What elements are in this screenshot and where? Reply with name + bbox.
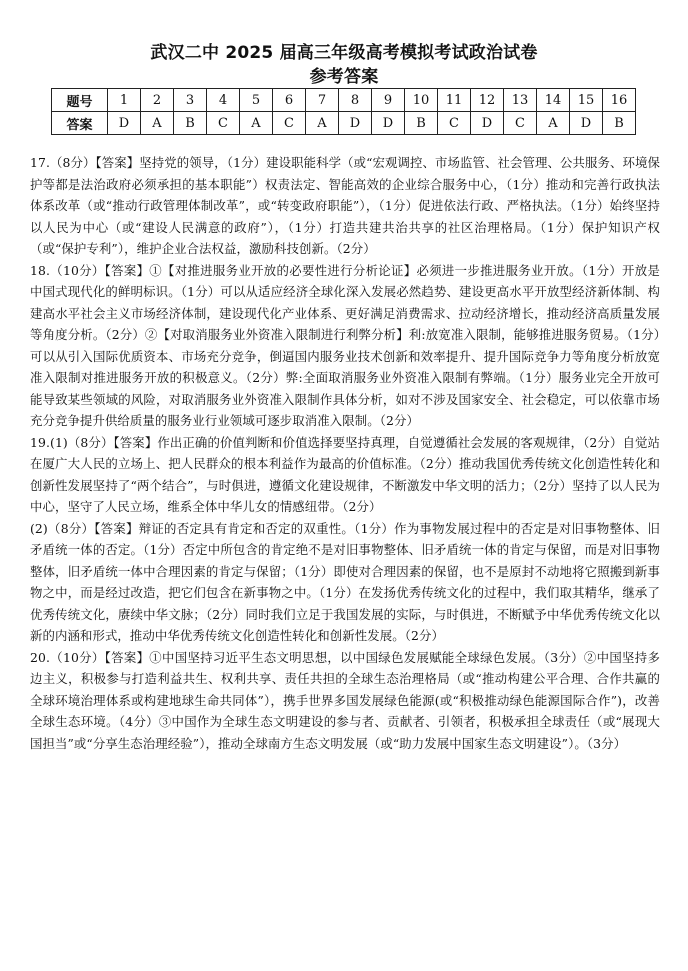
answer-paragraph-q19-2: (2)（8分）【答案】辩证的否定具有肯定和否定的双重性。（1分）作为事物发展过程中的否定是对旧事物整体、旧矛盾统一体的否定。（1分）否定中所包含的肯定绝不是对旧事物整体、旧矛盾统一体的肯定与保留，而是对旧事物整体，旧矛盾统一体中合理因素的肯定与保留；（1分）即使对合理因素的保留，也不是原封不动地将它照搬到新事物之中，而是经过改造，把它们包含在新事物之中。（1分）在发扬优秀传统文化的过程中，我们取其精华，继承了优秀传统文化，赓续中华文脉；（2分）同时我们立足于我国发展的实际，与时俱进，不断赋予中华优秀传统文化以新的内涵和形式，推动中华优秀传统文化创造性转化和创新性发展。（2分） [30, 520, 660, 643]
answer-cell: D [372, 112, 405, 135]
answer-cell: B [405, 112, 438, 135]
answer-cell: C [273, 112, 306, 135]
answer-cell: C [438, 112, 471, 135]
answer-cell: C [207, 112, 240, 135]
page-subtitle: 参考答案 [309, 67, 379, 87]
question-number-cell: 5 [240, 89, 273, 112]
question-number-cell: 2 [141, 89, 174, 112]
answer-table [51, 88, 636, 135]
question-number-row [52, 89, 636, 112]
question-number-cell: 11 [438, 89, 471, 112]
answer-cell: C [504, 112, 537, 135]
question-number-cell: 1 [108, 89, 141, 112]
answer-cell: B [603, 112, 636, 135]
question-number-cell: 13 [504, 89, 537, 112]
question-number-cell: 7 [306, 89, 339, 112]
question-number-cell: 16 [603, 89, 636, 112]
answer-cell: A [141, 112, 174, 135]
question-number-cell: 3 [174, 89, 207, 112]
question-number-cell: 12 [471, 89, 504, 112]
answer-paragraph-q18: 18.（10分）【答案】①【对推进服务业开放的必要性进行分析论证】必须进一步推进服务业开放。（1分）开放是中国式现代化的鲜明标识。（1分）可以从适应经济全球化深入发展必然趋势、建设更高水平开放型经济新体制、构建高水平社会主义市场经济体制，建设现代化产业体系、更好满足消费需求、拉动经济增长，推动经济高质量发展等角度分析。（2分）②【对取消服务业外资准入限制进行利弊分析】利:放宽准入限制，能够推进服务贸易。（1分）可以从引入国际优质资本、市场充分竞争，倒逼国内服务业技术创新和效率提升、提升国际竞争力等角度分析放宽准入限制对推进服务开放的积极意义。（2分）弊:全面取消服务业外资准入限制有弊端。（1分）服务业完全开放可能导致某些领域的风险，对取消服务业外资准入限制作具体分析，如对不涉及国家安全、社会稳定，可以依靠市场充分竞争提升供给质量的服务业行业领域可逐步取消准入限制。（2分） [30, 262, 660, 428]
answer-cell: D [108, 112, 141, 135]
question-number-cell: 15 [570, 89, 603, 112]
question-number-cell: 14 [537, 89, 570, 112]
question-number-cell: 10 [405, 89, 438, 112]
question-number-cell: 6 [273, 89, 306, 112]
question-number-cell: 8 [339, 89, 372, 112]
question-number-cell: 9 [372, 89, 405, 112]
question-number-cell: 4 [207, 89, 240, 112]
row-header-question-number: 题号 [52, 89, 108, 112]
answer-cell: D [570, 112, 603, 135]
answer-row [52, 112, 636, 135]
answer-cell: A [240, 112, 273, 135]
answer-cell: D [339, 112, 372, 135]
answer-body [30, 152, 660, 754]
answer-paragraph-q19-1: 19.(1)（8分）【答案】作出正确的价值判断和价值选择要坚持真理，自觉遵循社会发展的客观规律，（2分）自觉站在厦广大人民的立场上、把人民群众的根本利益作为最高的价值标准。（2分）推动我国优秀传统文化创造性转化和创新性发展坚持了“两个结合”，与时俱进，遵循文化建设规律，不断激发中华文明的活力；（2分）坚持了以人民为中心，坚守了人民立场，维系全体中华儿女的情感纽带。（2分） [30, 434, 660, 514]
answer-paragraph-q20: 20.（10分）【答案】①中国坚持习近平生态文明思想，以中国绿色发展赋能全球绿色发展。（3分）②中国坚持多边主义，积极参与打造利益共生、权利共享、责任共担的全球生态治理格局（或“推动构建公平合理、合作共赢的全球环境治理体系或构建地球生命共同体”），携手世界多国发展绿色能源(或“积极推动绿色能源国际合作”)，改善全球生态环境。（4分）③中国作为全球生态文明建设的参与者、贡献者、引领者，积极承担全球责任（或“展现大国担当”或“分享生态治理经验”），推动全球南方生态文明发展（或“助力发展中国家生态文明建设”）。（3分） [30, 649, 660, 751]
row-header-answer: 答案 [52, 112, 108, 135]
page-title: 武汉二中 2025 届高三年级高考模拟考试政治试卷 [150, 43, 538, 63]
answer-cell: A [306, 112, 339, 135]
answer-cell: B [174, 112, 207, 135]
answer-paragraph-q17: 17.（8分）【答案】坚持党的领导，（1分）建设职能科学（或“宏观调控、市场监管、社会管理、公共服务、环境保护等都是法治政府必须承担的基本职能”）权责法定、智能高效的企业综合服务中心，（1分）推动和完善行政执法体系改革（或“推动行政管理体制改革”，或“转变政府职能”），（1分）促进依法行政、严格执法。（1分）始终坚持以人民为中心（或“建设人民满意的政府”），（1分）打造共建共治共享的社区治理格局。（1分）保护知识产权（或“保护专利”），维护企业合法权益，激励科技创新。（2分） [30, 155, 660, 256]
answer-cell: A [537, 112, 570, 135]
answer-cell: D [471, 112, 504, 135]
